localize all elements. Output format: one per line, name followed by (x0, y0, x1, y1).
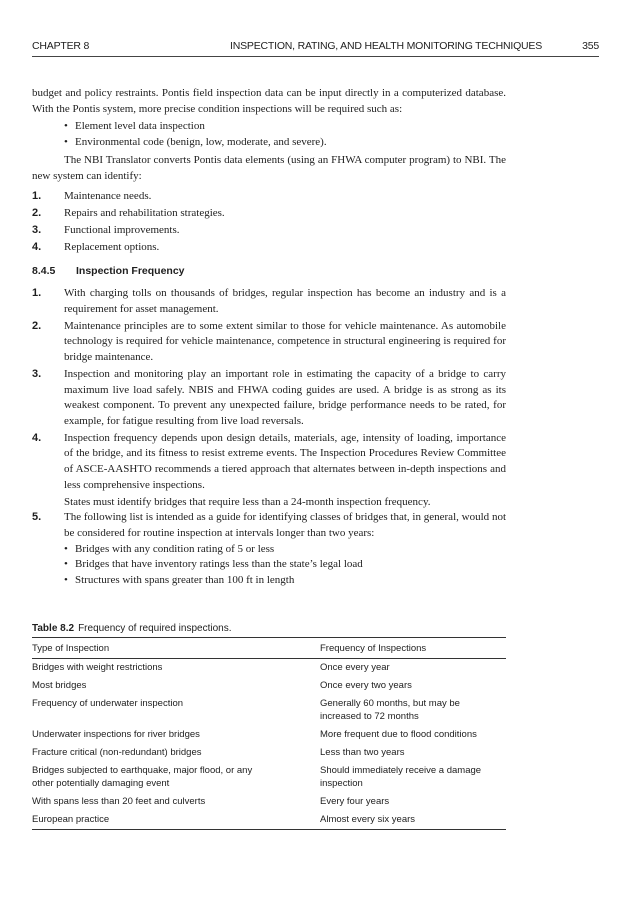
states-paragraph: States must identify bridges that require less than a 24-month inspection frequency. (64, 495, 431, 508)
list-item (32, 206, 506, 222)
table-row (32, 695, 506, 726)
section-title: Inspection Frequency (76, 265, 185, 278)
table-caption-text: Frequency of required inspections. (78, 623, 232, 634)
item-number: 3. (32, 368, 42, 380)
item-text: Maintenance principles are to some extent similar to those for vehicle maintenance. As automobile technology is required for vehicle maintenance, competence in structural engineering is required for bridge maintenance. (64, 319, 506, 363)
bullet-item: • Structures with spans greater than 100 ft in length (64, 573, 506, 589)
body-text (32, 86, 506, 590)
bullet-item: • Bridges that have inventory ratings less than the state’s legal load (64, 557, 506, 573)
table-cell: Once every two years (320, 680, 412, 691)
table-label: Table 8.2 (32, 623, 75, 634)
intro-paragraph: budget and policy restraints. Pontis field inspection data can be input directly in a computerized database. With the Pontis system, more precise condition inspections will be required such as: (32, 87, 506, 115)
table-cell: Almost every six years (320, 811, 506, 830)
section-number: 8.4.5 (32, 265, 56, 278)
frequency-list (32, 286, 506, 493)
item-text: Repairs and rehabilitation strategies. (64, 206, 225, 219)
table-cell: Most bridges (32, 680, 87, 691)
column-header: Type of Inspection (32, 638, 320, 659)
table-cell: Once every year (320, 662, 390, 673)
page-number: 355 (582, 40, 599, 52)
table-cell: Underwater inspections for river bridges (32, 729, 200, 740)
table-cell: Bridges with weight restrictions (32, 662, 163, 673)
table-row (32, 659, 506, 678)
bridge-class-bullets (64, 542, 506, 589)
table-cell: With spans less than 20 feet and culverts (32, 796, 206, 807)
frequency-list-continued (32, 510, 506, 588)
table-cell: Less than two years (320, 747, 405, 758)
item-number: 2. (32, 206, 42, 219)
list-item (32, 510, 506, 588)
list-item (32, 189, 506, 205)
table-cell: More frequent due to flood conditions (320, 729, 477, 740)
table-row (32, 793, 506, 811)
item-text: Inspection and monitoring play an important role in estimating the capacity of a bridge to carry maximum live load safely. NBIS and FHWA coding guides are used. A bridge is as strong as its weakest component. To prevent any unexpected failure, bridge performance needs to be rated, for example, for fatigue resulting from live load reversals. (64, 368, 506, 427)
item-number: 1. (32, 189, 42, 202)
table-row (32, 811, 506, 830)
running-title: INSPECTION, RATING, AND HEALTH MONITORING TECHNIQUES (230, 40, 543, 52)
item-number: 2. (32, 319, 42, 332)
table-cell: European practice (32, 811, 320, 830)
item-number: 3. (32, 223, 42, 236)
list-item (32, 240, 506, 256)
table-row (32, 726, 506, 744)
list-item (32, 319, 506, 366)
item-text: Replacement options. (64, 240, 160, 253)
table-cell: Fracture critical (non-redundant) bridges (32, 747, 202, 758)
item-number: 4. (32, 431, 42, 444)
running-header (32, 40, 599, 54)
identify-list (32, 189, 506, 256)
table-cell: Every four years (320, 796, 390, 807)
list-item (32, 367, 506, 429)
bullet-item: • Element level data inspection (32, 119, 506, 135)
table-cell: Bridges subjected to earthquake, major flood, or any other potentially damaging event (32, 765, 253, 789)
inspection-frequency-table (32, 637, 506, 830)
item-number: 5. (32, 511, 42, 524)
section-heading (32, 264, 506, 280)
list-item (32, 223, 506, 239)
table-header-row (32, 638, 506, 659)
table-row (32, 677, 506, 695)
column-header: Frequency of Inspections (320, 638, 506, 659)
item-number: 4. (32, 240, 42, 253)
list-item (32, 431, 506, 493)
item-text: Maintenance needs. (64, 189, 152, 202)
translator-paragraph: The NBI Translator converts Pontis data elements (using an FHWA computer program) to NBI. The new system can identify: (32, 154, 506, 182)
header-rule (32, 56, 599, 57)
bullet-item: • Environmental code (benign, low, moderate, and severe). (32, 135, 506, 151)
bullet-item: • Bridges with any condition rating of 5 or less (64, 542, 506, 558)
item-text: The following list is intended as a guide for identifying classes of bridges that, in general, would not be considered for routine inspection at intervals longer than two years: (64, 511, 506, 539)
chapter-label: CHAPTER 8 (32, 40, 90, 52)
table-row (32, 744, 506, 762)
table-caption (32, 623, 231, 634)
item-number: 1. (32, 287, 42, 300)
item-text: Functional improvements. (64, 223, 180, 236)
table-cell: Generally 60 months, but may be increased to 72 months (320, 698, 460, 722)
item-text: With charging tolls on thousands of bridges, regular inspection has become an industry and is a requirement for asset management. (64, 287, 506, 315)
list-item (32, 286, 506, 317)
item-text: Inspection frequency depends upon design details, materials, age, intensity of loading, importance of the bridge, and its fitness to resist extreme events. The Inspection Procedures Review Committee of ASCE-AASHTO recommends a tiered approach that alternates between in-depth inspections and less comprehensive inspections. (64, 431, 506, 491)
table-cell: Should immediately receive a damage inspection (320, 765, 482, 789)
pontis-bullet-list (32, 119, 506, 150)
table-cell: Frequency of underwater inspection (32, 698, 184, 709)
table-row (32, 762, 506, 793)
